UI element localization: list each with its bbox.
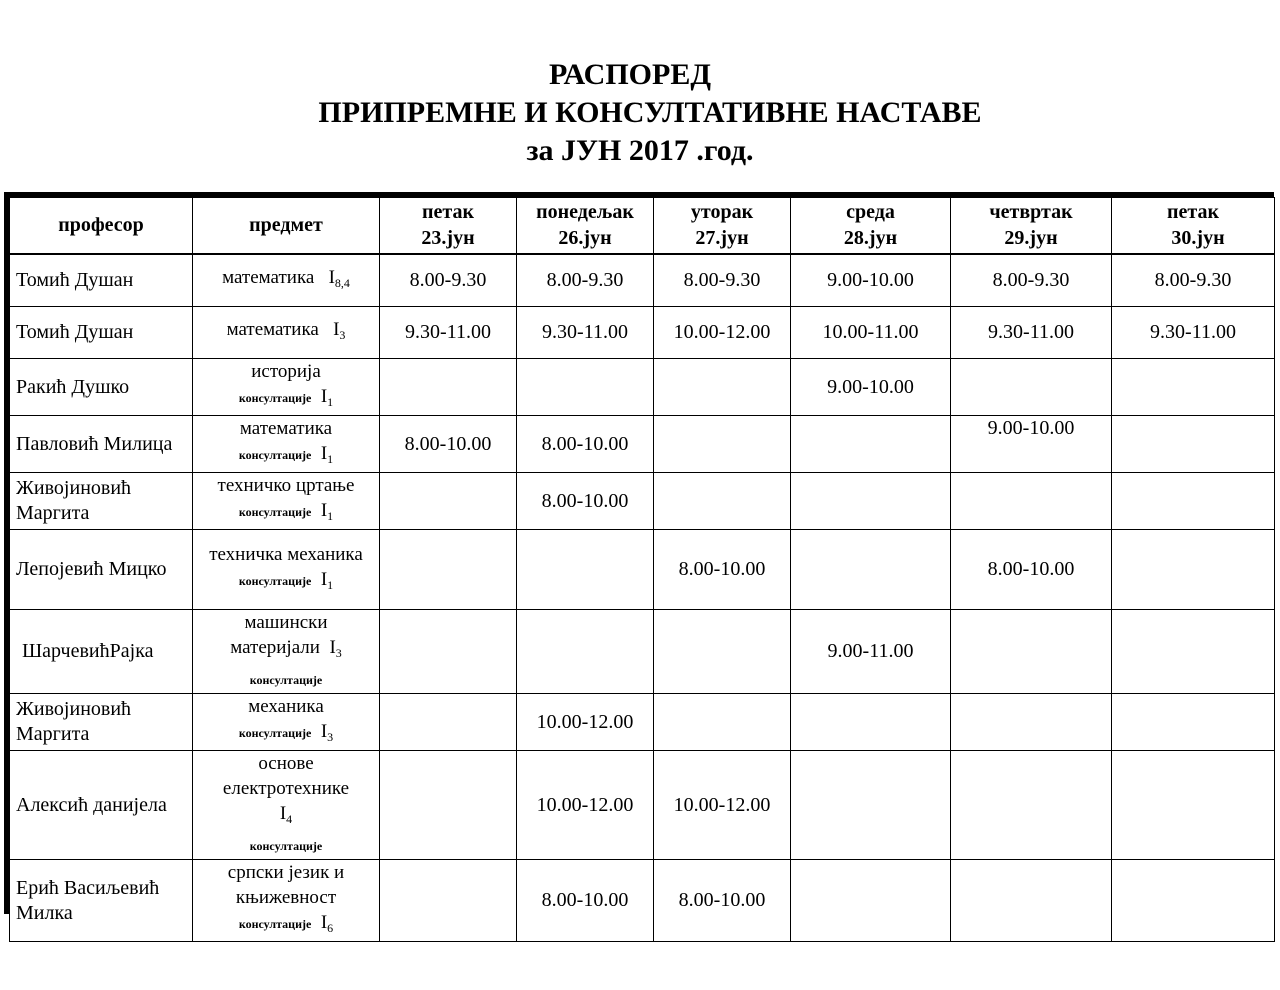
table-row <box>10 751 1275 860</box>
professor-cell: Ракић Душко <box>10 359 193 416</box>
class-code-subscript: 3 <box>335 646 342 660</box>
time-cell <box>1112 473 1275 530</box>
time-cell <box>1112 610 1275 694</box>
consultation-label: консултације <box>249 673 323 687</box>
time-cell <box>517 530 654 610</box>
subject-cell <box>193 254 380 307</box>
subject-name: основе електротехнике <box>222 753 350 799</box>
header-row <box>10 198 1275 254</box>
table-row <box>10 359 1275 416</box>
class-code-subscript: 3 <box>339 328 346 342</box>
professor-cell: Живојиновић Маргита <box>10 694 193 751</box>
subject-name: механика <box>248 696 324 717</box>
time-cell <box>951 860 1112 942</box>
class-code: I <box>320 568 328 590</box>
table-row <box>10 694 1275 751</box>
time-cell <box>791 416 951 473</box>
time-cell: 9.00-10.00 <box>791 254 951 307</box>
subject-cell <box>193 359 380 416</box>
consultation-label: консултације <box>249 839 323 853</box>
time-cell: 8.00-10.00 <box>517 416 654 473</box>
time-cell <box>380 694 517 751</box>
class-code-subscript: 1 <box>327 395 334 409</box>
time-cell <box>791 860 951 942</box>
class-code: I <box>320 500 328 521</box>
time-cell: 9.30-11.00 <box>951 307 1112 359</box>
time-cell: 9.00-10.00 <box>791 359 951 416</box>
table-row <box>10 416 1275 473</box>
time-cell: 8.00-9.30 <box>380 254 517 307</box>
time-cell: 8.00-9.30 <box>1112 254 1275 307</box>
table-row <box>10 860 1275 942</box>
class-code: I <box>279 803 287 824</box>
subject-name: српски језик и књижевност <box>227 862 345 908</box>
professor-cell: Павловић Милица <box>10 416 193 473</box>
time-cell: 10.00-12.00 <box>654 307 791 359</box>
time-cell <box>951 473 1112 530</box>
time-cell <box>791 473 951 530</box>
class-code-subscript: 8,4 <box>334 275 350 290</box>
time-cell <box>380 530 517 610</box>
time-cell: 8.00-10.00 <box>654 530 791 610</box>
subject-name: математика <box>222 266 315 288</box>
professor-cell: Ерић Васиљевић Милка <box>10 860 193 942</box>
subject-name: математика <box>226 319 319 340</box>
class-code-subscript: 1 <box>327 452 334 466</box>
time-cell <box>380 473 517 530</box>
time-cell <box>1112 751 1275 860</box>
class-code-subscript: 6 <box>327 921 334 935</box>
time-cell: 10.00-12.00 <box>517 694 654 751</box>
subject-cell <box>193 860 380 942</box>
time-cell: 8.00-10.00 <box>517 860 654 942</box>
time-cell: 8.00-10.00 <box>951 530 1112 610</box>
time-cell: 8.00-9.30 <box>951 254 1112 307</box>
time-cell <box>517 610 654 694</box>
time-cell <box>951 359 1112 416</box>
time-cell <box>951 694 1112 751</box>
table-row <box>10 473 1275 530</box>
header-day-3: уторак 27.јун <box>654 198 791 254</box>
header-subject: предмет <box>193 198 380 254</box>
time-cell: 8.00-9.30 <box>517 254 654 307</box>
consultation-label: консултације <box>238 573 312 588</box>
time-cell <box>951 610 1112 694</box>
class-code: I <box>320 721 328 742</box>
class-code-subscript: 4 <box>286 812 293 826</box>
time-cell <box>654 610 791 694</box>
time-cell <box>791 530 951 610</box>
class-code: I <box>329 637 336 658</box>
table-row <box>10 530 1275 610</box>
subject-cell <box>193 694 380 751</box>
time-cell <box>654 359 791 416</box>
table-row <box>10 610 1275 694</box>
time-cell: 9.00-11.00 <box>791 610 951 694</box>
subject-cell <box>193 610 380 694</box>
subject-cell <box>193 530 380 610</box>
consultation-label: консултације <box>238 391 312 405</box>
class-code: I <box>328 266 335 288</box>
time-cell <box>380 610 517 694</box>
time-cell: 10.00-12.00 <box>517 751 654 860</box>
professor-cell: Томић Душан <box>10 254 193 307</box>
subject-name: машински материјали <box>230 612 328 658</box>
time-cell: 10.00-11.00 <box>791 307 951 359</box>
subject-name: техничко цртање <box>217 475 355 496</box>
time-cell <box>380 359 517 416</box>
title-line-2: ПРИПРЕМНЕ И КОНСУЛТАТИВНЕ НАСТАВЕ <box>318 96 982 129</box>
time-cell: 8.00-10.00 <box>517 473 654 530</box>
time-cell: 8.00-10.00 <box>380 416 517 473</box>
subject-cell <box>193 416 380 473</box>
time-cell: 9.30-11.00 <box>1112 307 1275 359</box>
header-day-1: петак 23.јун <box>380 198 517 254</box>
time-cell: 8.00-9.30 <box>654 254 791 307</box>
subject-cell <box>193 307 380 359</box>
subject-cell <box>193 751 380 860</box>
header-day-4: среда 28.јун <box>791 198 951 254</box>
schedule-table <box>9 197 1275 942</box>
table-row <box>10 254 1275 307</box>
table-row <box>10 307 1275 359</box>
time-cell <box>791 751 951 860</box>
title-line-3: за ЈУН 2017 .год. <box>526 134 754 167</box>
subject-cell <box>193 473 380 530</box>
professor-cell: ШарчевићРајка <box>10 610 193 694</box>
time-cell: 9.30-11.00 <box>380 307 517 359</box>
class-code-subscript: 1 <box>327 577 334 592</box>
consultation-label: консултације <box>238 917 312 931</box>
time-cell <box>380 860 517 942</box>
consultation-label: консултације <box>238 726 312 740</box>
subject-name: математика <box>239 418 333 439</box>
time-cell <box>517 359 654 416</box>
class-code: I <box>333 319 340 340</box>
time-cell: 9.00-10.00 <box>951 416 1112 473</box>
subject-name: техничка механика <box>209 543 363 565</box>
title-line-1: РАСПОРЕД <box>549 58 711 91</box>
consultation-label: консултације <box>238 448 312 462</box>
time-cell <box>1112 860 1275 942</box>
professor-cell: Живојиновић Маргита <box>10 473 193 530</box>
time-cell <box>654 473 791 530</box>
header-day-2: понедељак 26.јун <box>517 198 654 254</box>
consultation-label: консултације <box>238 505 312 519</box>
class-code: I <box>320 912 328 933</box>
time-cell <box>1112 416 1275 473</box>
time-cell <box>1112 359 1275 416</box>
time-cell <box>380 751 517 860</box>
time-cell: 9.30-11.00 <box>517 307 654 359</box>
time-cell <box>654 416 791 473</box>
time-cell <box>791 694 951 751</box>
professor-cell: Томић Душан <box>10 307 193 359</box>
time-cell: 8.00-10.00 <box>654 860 791 942</box>
time-cell <box>1112 530 1275 610</box>
class-code-subscript: 3 <box>327 730 334 744</box>
time-cell: 10.00-12.00 <box>654 751 791 860</box>
header-day-5: четвртак 29.јун <box>951 198 1112 254</box>
time-cell <box>951 751 1112 860</box>
time-cell <box>1112 694 1275 751</box>
professor-cell: Алексић данијела <box>10 751 193 860</box>
subject-name: историја <box>251 361 321 382</box>
professor-cell: Лепојевић Мицко <box>10 530 193 610</box>
class-code: I <box>320 386 328 407</box>
class-code: I <box>320 443 328 464</box>
header-professor: професор <box>10 198 193 254</box>
header-day-6: петак 30.јун <box>1112 198 1275 254</box>
time-cell <box>654 694 791 751</box>
class-code-subscript: 1 <box>327 509 334 523</box>
